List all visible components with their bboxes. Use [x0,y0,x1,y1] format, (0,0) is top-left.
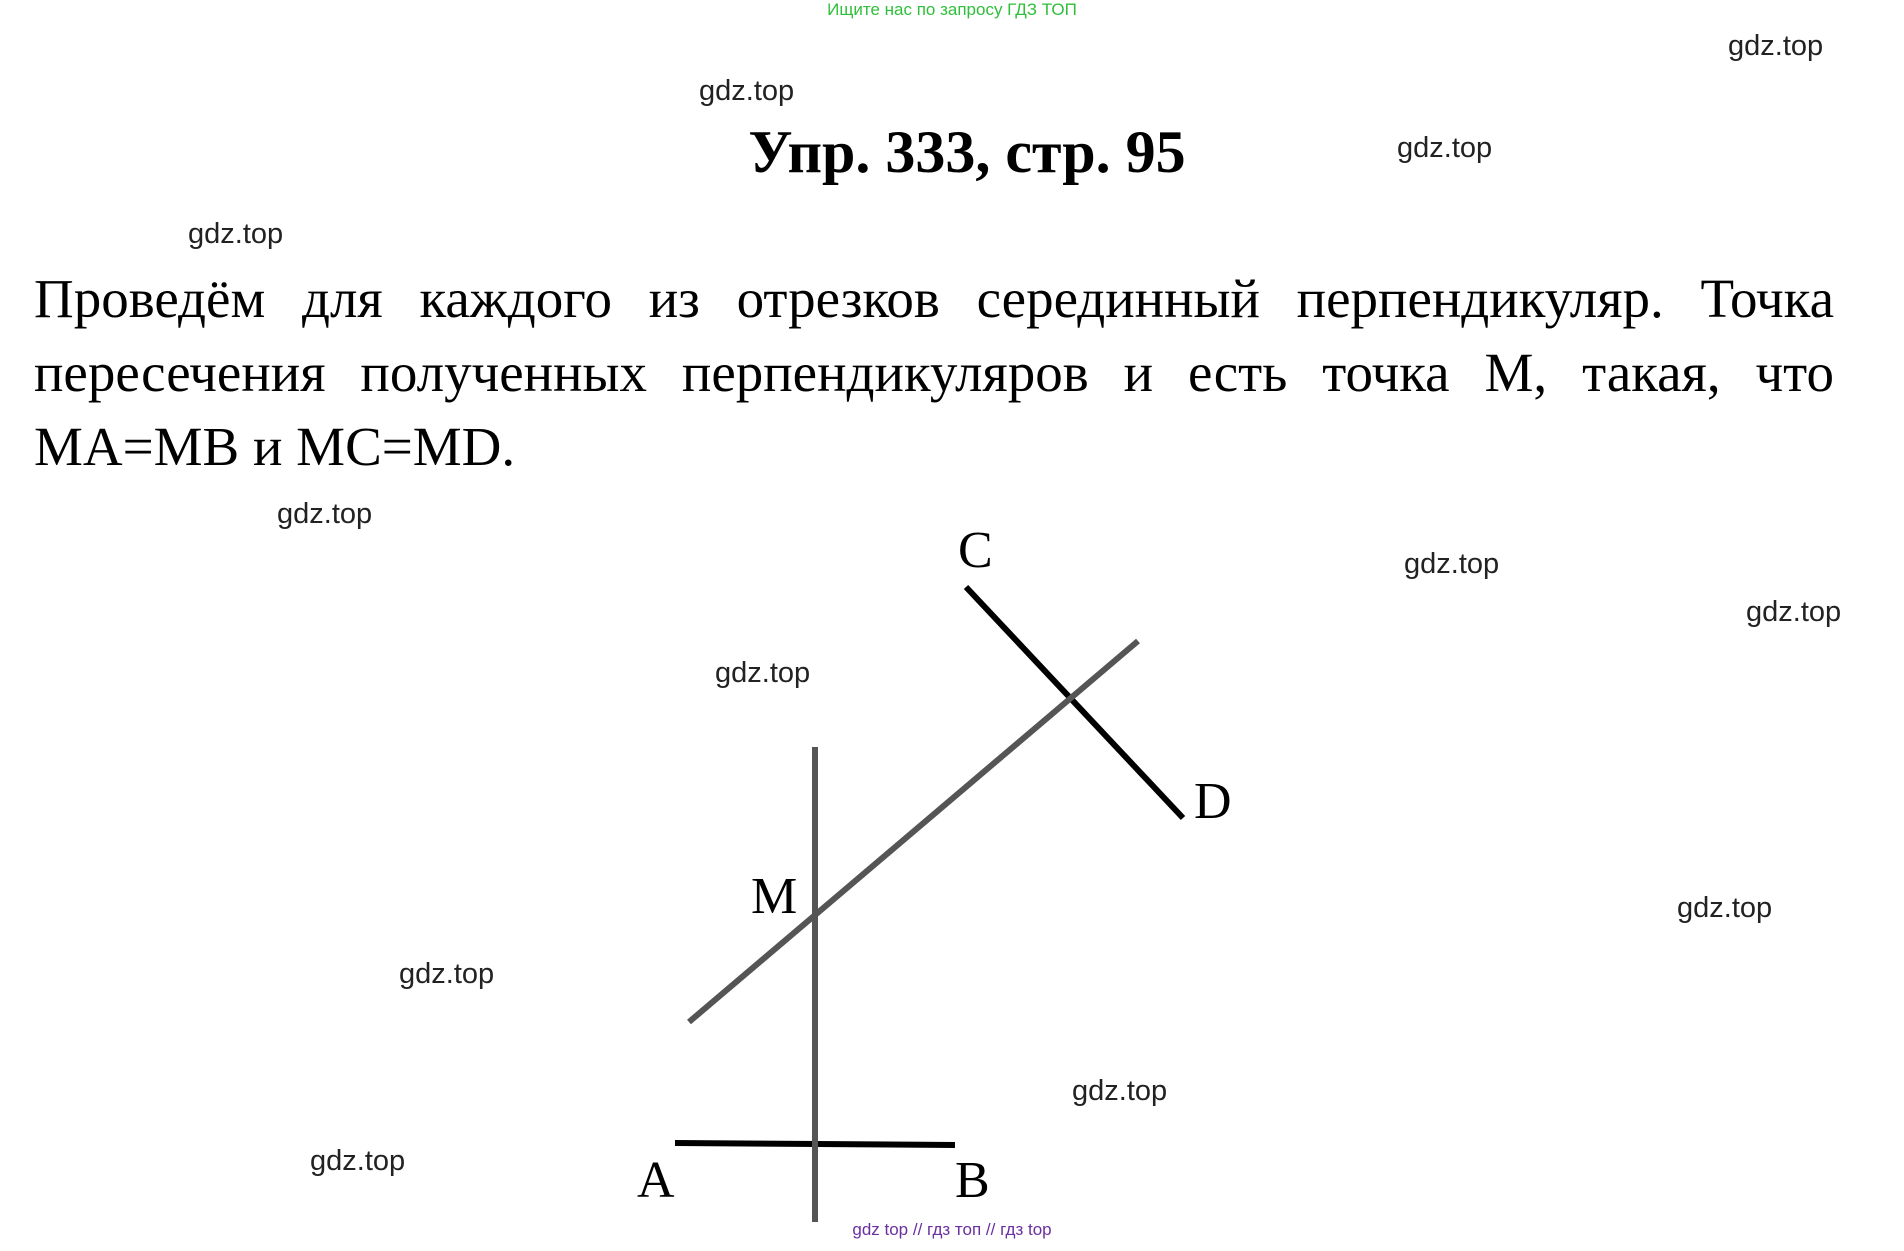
label-m: M [751,868,798,925]
watermark: gdz.top [699,75,795,107]
watermark: gdz.top [310,1145,406,1177]
footer-separator: // [985,1220,996,1239]
watermark: gdz.top [188,218,284,250]
watermark: gdz.top [1728,30,1824,62]
footer-separator: // [912,1220,923,1239]
footer-links [0,1220,1904,1240]
watermark: gdz.top [1397,132,1493,164]
footer-link[interactable]: гдз топ [927,1220,982,1239]
watermark: gdz.top [715,657,811,689]
bisector-cd [689,641,1138,1022]
top-search-note: Ищите нас по запросу ГДЗ ТОП [827,0,1077,19]
label-c: C [958,522,993,579]
watermark: gdz.top [1746,596,1842,628]
watermark: gdz.top [399,958,495,990]
watermark: gdz.top [1677,892,1773,924]
segment-cd [966,587,1183,818]
label-a: A [637,1152,675,1209]
footer-link[interactable]: гдз top [1000,1220,1052,1239]
watermark: gdz.top [1404,548,1500,580]
label-b: B [955,1152,990,1209]
page-title: Упр. 333, стр. 95 [748,119,1186,185]
label-d: D [1194,773,1232,830]
watermark: gdz.top [1072,1075,1168,1107]
footer-link[interactable]: gdz top [852,1220,909,1239]
watermark: gdz.top [277,498,373,530]
solution-text: Проведём для каждого из отрезков серединный перпендикуляр. Точка пересечения полученных перпендикуляров и есть точка M, такая, что MA=MB и MC=MD. [34,268,1834,477]
